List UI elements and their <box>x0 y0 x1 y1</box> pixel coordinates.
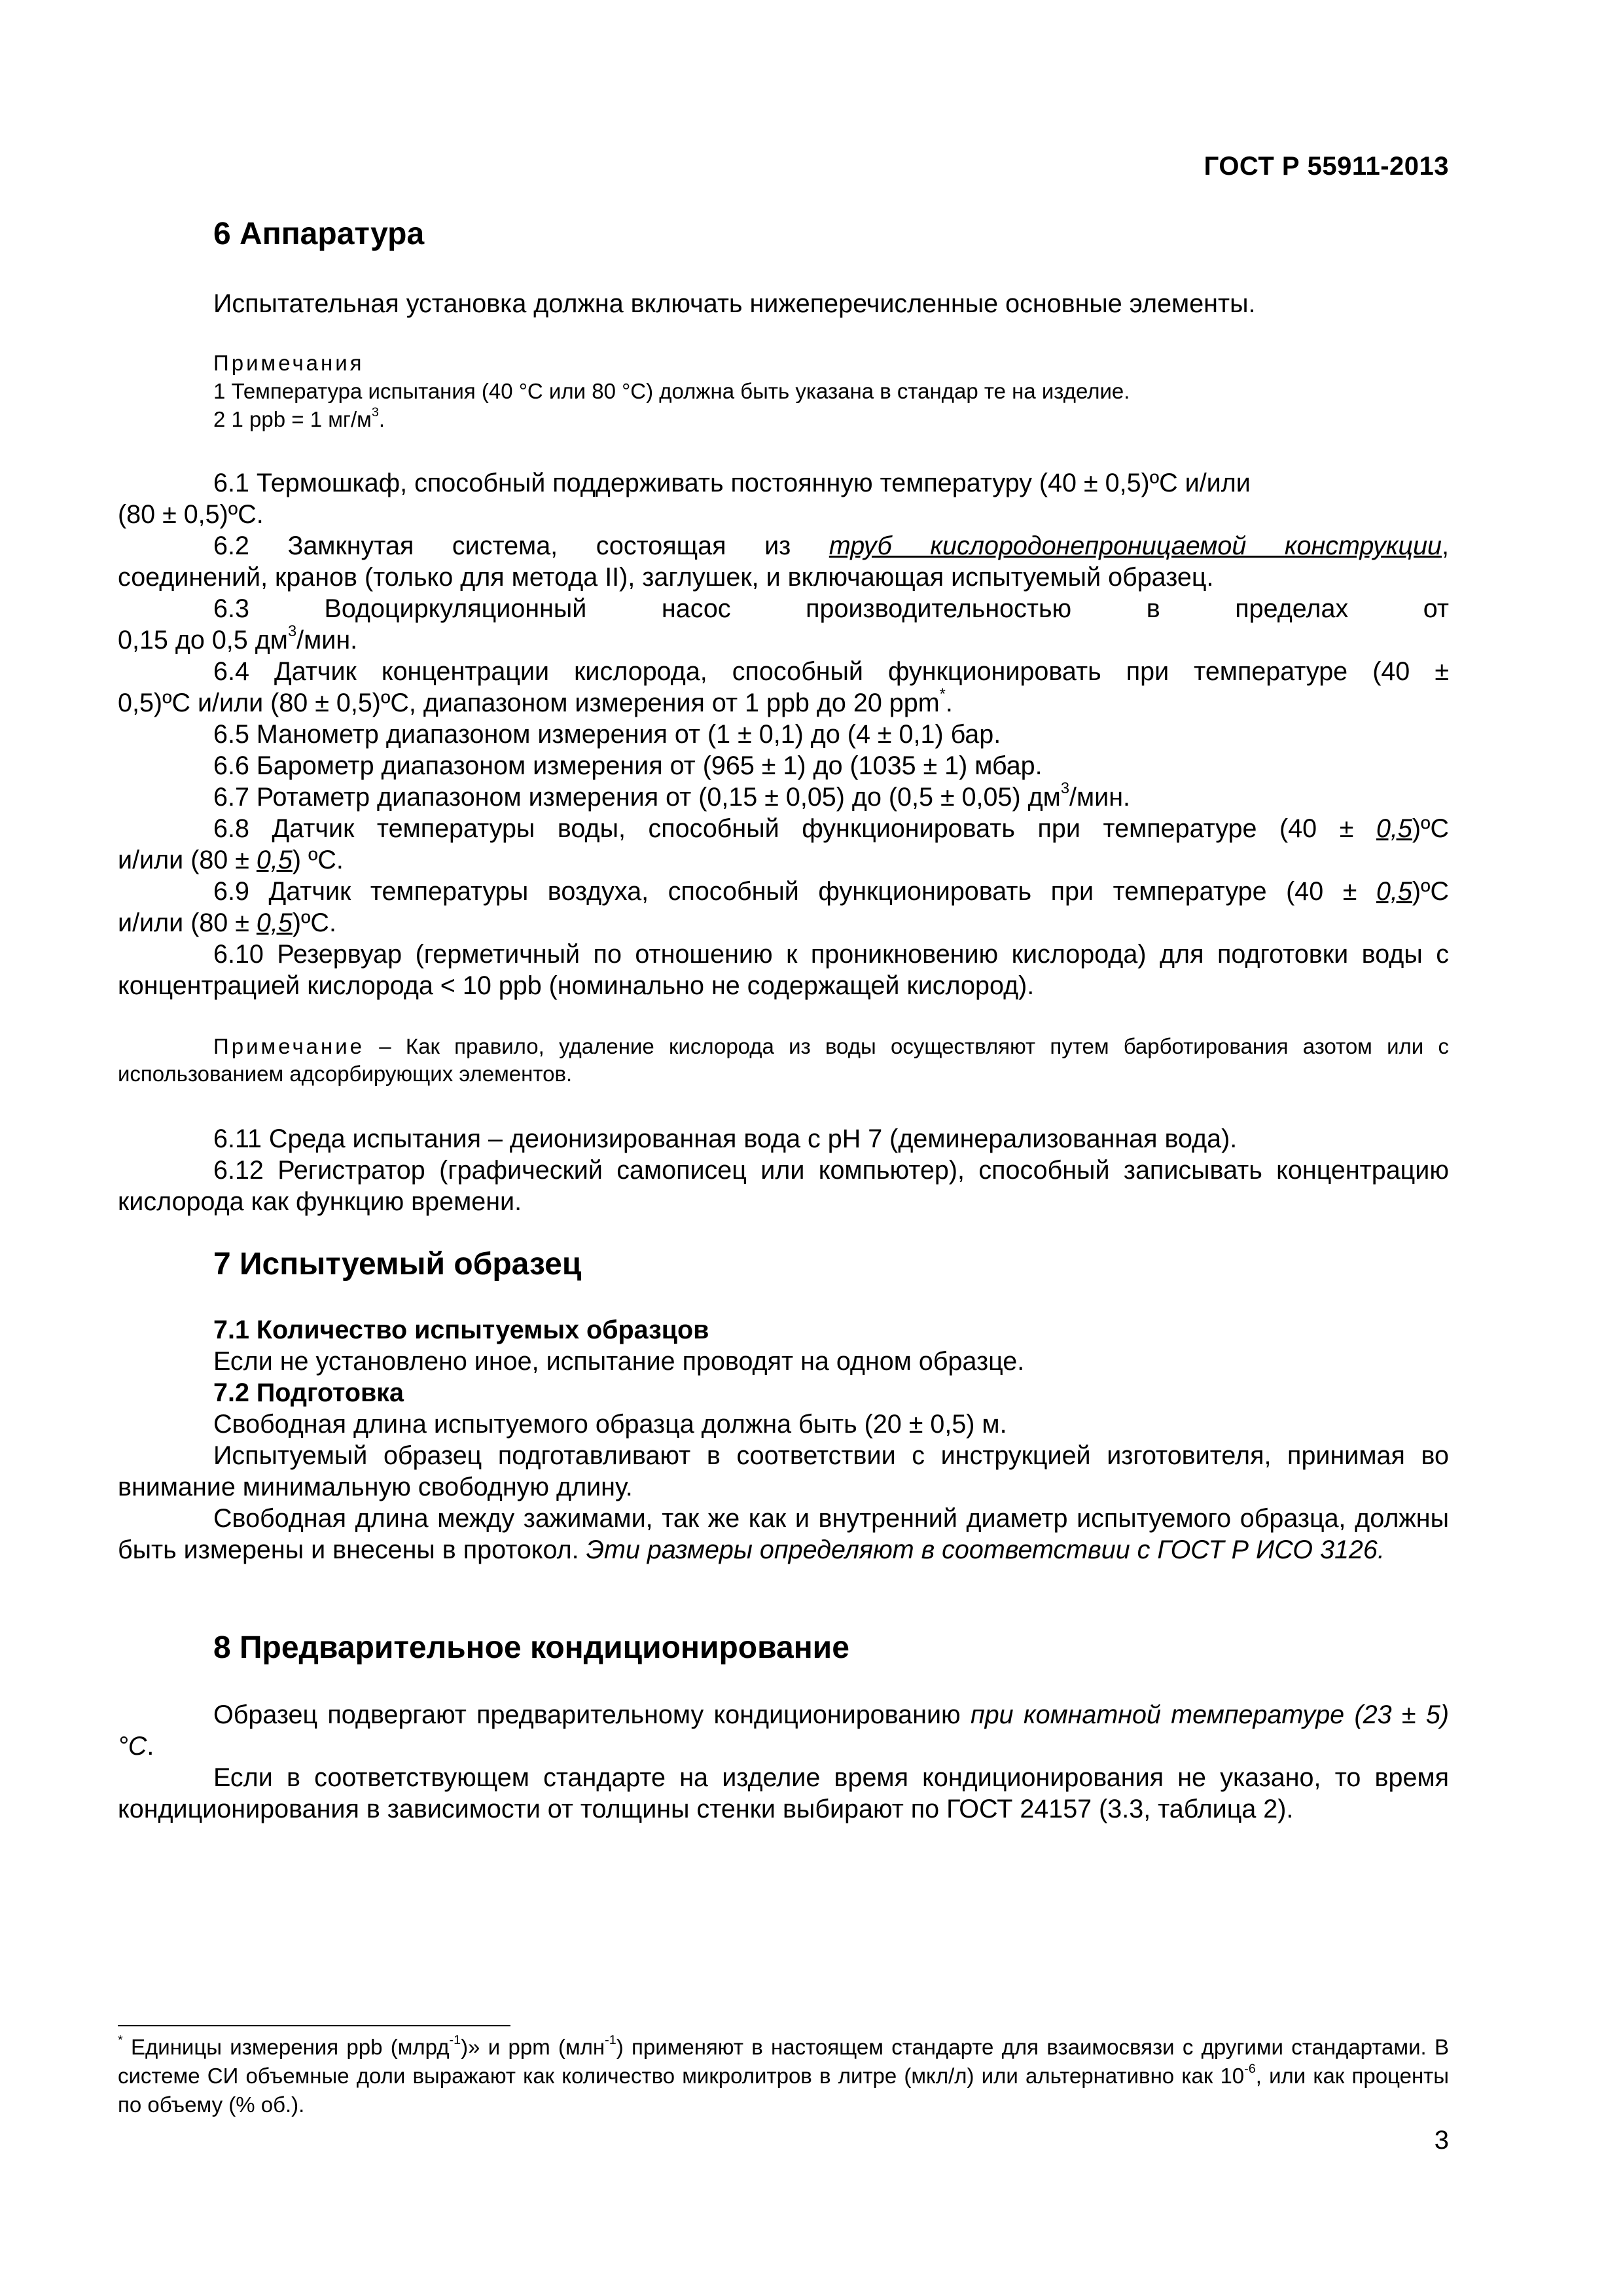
section-7-title: 7 Испытуемый образец <box>213 1247 582 1282</box>
footnote-divider <box>118 2025 510 2026</box>
item-6-8-line-2: и/или (80 ± 0,5) ºС. <box>118 846 344 874</box>
item-6-6: 6.6 Барометр диапазоном измерения от (965 ± 1) до (1035 ± 1) мбар. <box>213 751 1043 780</box>
item-6-2-line-2: соединений, кранов (только для метода II), заглушек, и включающая испытуемый образец. <box>118 563 1214 592</box>
page-number: 3 <box>1434 2126 1449 2155</box>
section-6-intro: Испытательная установка должна включать нижеперечисленные основные элементы. <box>213 289 1256 318</box>
section-8-title: 8 Предварительное кондиционирование <box>213 1630 849 1665</box>
item-6-9-line-1: 6.9 Датчик температуры воздуха, способный функционировать при температуре (40 ± 0,5)ºС <box>213 877 1449 906</box>
item-6-7: 6.7 Ротаметр диапазоном измерения от (0,15 ± 0,05) до (0,5 ± 0,05) $дм^3$/мин. <box>213 780 1130 812</box>
item-6-11: 6.11 Среда испытания – деионизированная вода с pH 7 (деминерализованная вода). <box>213 1124 1238 1153</box>
section-6-title: 6 Аппаратура <box>213 217 425 251</box>
subsection-7-2-para-1: Свободная длина испытуемого образца должна быть (20 ± 0,5) м. <box>213 1410 1007 1439</box>
item-6-2-line-1: 6.2 Замкнутая система, состоящая из труб кислородонепроницаемой конструкции, <box>213 531 1449 560</box>
item-6-1-line-2: (80 ± 0,5)ºС. <box>118 500 264 529</box>
subsection-7-2-para-3: Свободная длина между зажимами, так же как и внутренний диаметр испытуемого образца, должны быть измерены и внесены в протокол. Эти размеры определяют в соответствии с ГОСТ Р ИСО 3126. <box>118 1504 1449 1564</box>
item-6-8-line-1: 6.8 Датчик температуры воды, способный функционировать при температуре (40 ± 0,5)ºС <box>213 814 1449 843</box>
section-8-para-1: Образец подвергают предварительному кондиционированию при комнатной температуре (23 ± 5)°С. <box>118 1700 1449 1761</box>
subsection-7-1-text: Если не установлено иное, испытание проводят на одном образце. <box>213 1347 1025 1376</box>
item-6-3-line-2: 0,15 до 0,5 $дм^3$/мин. <box>118 623 358 655</box>
item-6-5: 6.5 Манометр диапазоном измерения от (1 ± 0,1) до (4 ± 0,1) бар. <box>213 720 1001 749</box>
document-number-header: ГОСТ Р 55911-2013 <box>1204 152 1449 181</box>
item-6-4-line-2: 0,5)ºС и/или (80 ± 0,5)ºС, диапазоном измерения от 1 ppb до 20 ppm*. <box>118 686 953 717</box>
subsection-7-1-title: 7.1 Количество испытуемых образцов <box>213 1316 709 1344</box>
subsection-7-2-para-2: Испытуемый образец подготавливают в соответствии с инструкцией изготовителя, принимая во внимание минимальную свободную длину. <box>118 1441 1449 1501</box>
note-3: Примечание – Как правило, удаление кислорода из воды осуществляют путем барботирования азотом или с использованием адсорбирующих элементов. <box>118 1034 1449 1086</box>
footnote: * Единицы измерения ppb (млрд$^{-1}$)» и ppm (млн$^{-1}$) применяют в настоящем стандарте для взаимосвязи с другими стандартами. В системе СИ объемные доли выражают как количество микролитров в литре (мкл/л) или альтернативно как $10^{-6}$, или как проценты по объему (% об.). <box>118 2033 1450 2117</box>
note-2: 2 1 ppb = 1 $мг/м^3$. <box>213 405 385 431</box>
section-8-para-2: Если в соответствующем стандарте на изделие время кондиционирования не указано, то время кондиционирования в зависимости от толщины стенки выбирают по ГОСТ 24157 (3.3, таблица 2). <box>118 1763 1449 1823</box>
item-6-3-line-1: 6.3 Водоциркуляционный насос производительностью в пределах от <box>213 594 1449 623</box>
subsection-7-2-title: 7.2 Подготовка <box>213 1378 404 1407</box>
item-6-1-line-1: 6.1 Термошкаф, способный поддерживать постоянную температуру (40 ± 0,5)ºС и/или <box>213 469 1251 497</box>
item-6-4-line-1: 6.4 Датчик концентрации кислорода, способный функционировать при температуре (40 ± <box>213 657 1449 686</box>
item-6-12: 6.12 Регистратор (графический самописец или компьютер), способный записывать концентрацию кислорода как функцию времени. <box>118 1156 1449 1216</box>
item-6-10: 6.10 Резервуар (герметичный по отношению к проникновению кислорода) для подготовки воды с концентрацией кислорода < 10 ppb (номинально не содержащей кислород). <box>118 940 1449 1000</box>
note-1: 1 Температура испытания (40 °С или 80 °С) должна быть указана в стандар те на изделие. <box>213 379 1130 403</box>
item-6-9-line-2: и/или (80 ± 0,5)ºС. <box>118 908 336 937</box>
notes-title: Примечания <box>213 351 365 375</box>
